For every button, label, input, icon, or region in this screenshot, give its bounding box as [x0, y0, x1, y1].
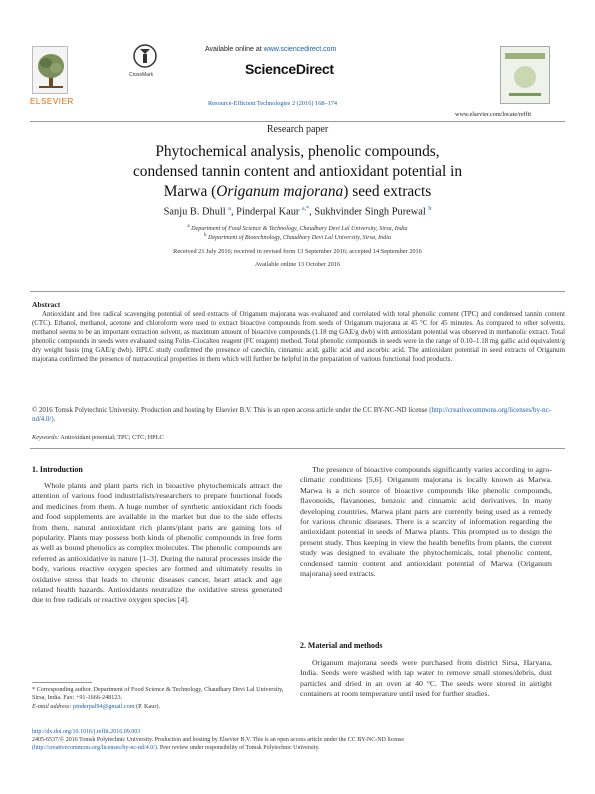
abstract-heading: Abstract — [32, 300, 61, 309]
abstract-license: © 2016 Tomsk Polytechnic University. Production and hosting by Elsevier B.V. This is an open access article under the CC BY-NC-ND license (http://creativecommons.org/licenses/by-nc-nd/4.0/). — [32, 407, 551, 424]
publisher-logo: ELSEVIER — [30, 97, 74, 106]
email-line: E-mail address: pinderpal94@gmail.com (P. Kaur). — [32, 702, 161, 710]
doi-block — [32, 728, 565, 752]
platform-title: ScienceDirect — [245, 61, 334, 77]
abstract-top-divider — [30, 291, 565, 292]
crossmark-icon[interactable] — [133, 44, 157, 68]
available-online — [205, 46, 336, 53]
methods-text: Origanum majorana seeds were purchased from district Sirsa, Haryana, India. Seeds were washed with tap water to remove small stones/debris, dust particles and dried in an oven at 40 °C. The seeds were stored in airtight containers at room temperature until used for further studies. — [300, 658, 552, 699]
affiliation-a: $^a$ Department of Food Science & Technology, Chaudhary Devi Lal University, Sirsa, India — [187, 224, 408, 233]
author-name[interactable]: Pinderpal Kaur — [236, 206, 300, 218]
section-heading-methods: 2. Material and methods — [300, 641, 383, 650]
keywords-list: Antioxidant potential; TPC; CTC; HPLC — [60, 434, 164, 441]
corresponding-author-note: * Corresponding author. Department of Food Science & Technology, Chaudhary Devi Lal University, Sirsa, India. Fax: +91-1666-248123. — [32, 686, 284, 702]
title-line-2: condensed tannin content and antioxidant potential in — [132, 163, 463, 180]
elsevier-tree-icon — [36, 52, 66, 90]
journal-cover-image — [500, 46, 550, 104]
journal-reference[interactable]: Resource-Efficient Technologies 2 (2016) 168–174 — [208, 100, 338, 107]
keywords — [32, 434, 164, 441]
abstract-text: Antioxidant and free radical scavenging potential of seed extracts of Origanum majorana was evaluated and correlated with total phenolic content (TPC) and condensed tannin content (CTC). Ethanol, methanol, acetone and chloroform were used to extract bioactive compounds from seeds of Origanum majorana at 45 °C for 45 minutes. As compared to other solvents, methanol seems to be an important extraction solvent, as maximum amount of bioactive compounds (1.18 mg GAE/g dwb) with antioxidant potential was observed in methanolic extract. Total phenolic compounds in seeds were evaluated using Folin–Ciocalteu reagent (FC reagent) method. Total phenolic compounds in seeds were in the range of 0.10–1.18 mg gallic acid equivalent/g dry weight basis (mg GAE/g dwb). HPLC study confirmed the presence of catechin, cinnamic acid, gallic acid and ascorbic acid. The antioxidant potential in seed extracts of Origanum majorana confirmed the presence of nutraceutical properties in them which will further be helpful in the preparation of various functional food products. — [32, 311, 565, 364]
footnote-divider — [32, 682, 92, 683]
issn-line: 2405-6537/© 2016 Tomsk Polytechnic University. Production and hosting by Elsevier B.V. This is an open access article under the CC BY-NC-ND license — [32, 737, 405, 743]
author-list: Sanju B. Dhull $^a$, Pinderpal Kaur $^{a,*}$, Sukhvinder Singh Purewal $^b$ — [163, 206, 432, 218]
title-line-1: Phytochemical analysis, phenolic compounds, — [155, 143, 440, 160]
affiliation-b: $^b$ Department of Biotechnology, Chaudhary Devi Lal University, Sirsa, India — [204, 233, 391, 242]
article-title — [70, 142, 525, 202]
article-type: Research paper — [266, 124, 329, 135]
author-name[interactable]: Sanju B. Dhull — [163, 206, 226, 218]
header-divider — [30, 121, 565, 122]
sciencedirect-link[interactable]: www.sciencedirect.com — [263, 46, 337, 53]
footer-license-link[interactable]: (http://creativecommons.org/licenses/by-nc-nd/4.0/). — [32, 745, 159, 751]
email-link[interactable]: pinderpal94@gmail.com — [73, 702, 135, 710]
issn-line-2: (http://creativecommons.org/licenses/by-nc-nd/4.0/). Peer review under responsibility of Tomsk Polytechnic University. — [32, 745, 320, 751]
article-dates: Received 21 July 2016; received in revised form 13 September 2016; accepted 14 September 2016 — [173, 248, 422, 255]
title-line-3: Marwa (Origanum majorana) seed extracts — [163, 183, 432, 200]
section-heading-introduction: 1. Introduction — [32, 465, 83, 474]
abstract-bottom-divider — [30, 448, 565, 449]
cover-graphic-icon — [501, 47, 549, 103]
journal-homepage[interactable]: www.elsevier.com/locate/reffit — [455, 111, 532, 118]
introduction-text: Whole plants and plant parts rich in bioactive phytochemicals attract the attention of various food industrialists/researchers to prepare functional foods and medicines from them. A huge number of synthetic antioxidant rich foods and food supplements are available in the market but due to the side effects from them, natural antioxidant rich plants/plant parts are gaining lots of popularity. Plants may possess both kinds of phenolic compounds in free form as well as bound phenolics as complex molecules. The phenolic compounds are referred as antioxidative in nature [1–3]. During the natural processes inside the body, various reactive oxygen species are formed and ultimately results in oxidative stress that leads to chronic diseases cancer, heart attack and age related health hazards. Antioxidants neutralize the oxidative stress generated due to free radicals or reactive oxygen species [4]. — [32, 481, 282, 605]
license-link[interactable]: (http://creativecommons.org/licenses/by-nc-nd/4.0/). — [32, 407, 551, 424]
keywords-label: Keywords: — [32, 434, 60, 441]
available-online-date: Available online 13 October 2016 — [254, 261, 341, 268]
crossmark-label: CrossMark — [129, 72, 154, 78]
corresponding-author-footnote — [32, 686, 292, 711]
available-online-prefix: Available online at — [205, 46, 262, 53]
right-column-text: The presence of bioactive compounds significantly varies according to agro-climatic conditions [5,6]. Origanum majorana is locally known as Marwa. Marwa is a rich source of bioactive compounds like phenolic compounds, flavonoids, flavanones, benzoic and cinnamic acid derivatives. In many developing countries, Marwa plant parts are currently being used as a remedy for various chronic diseases. There is a scarcity of information regarding the antioxidant potential in seeds of Marwa plants. This prompted us to design the present study. Thus keeping in view the health benefits from plants, the current study was designed to evaluate the phytochemicals, total phenolic content, condensed tannin content and antioxidant potential of Marwa (Origanum majorana) seed extracts. — [300, 465, 552, 579]
author-name[interactable]: Sukhvinder Singh Purewal — [314, 206, 426, 218]
doi-link[interactable]: http://dx.doi.org/10.1016/j.reffit.2016.09.003 — [32, 729, 141, 735]
